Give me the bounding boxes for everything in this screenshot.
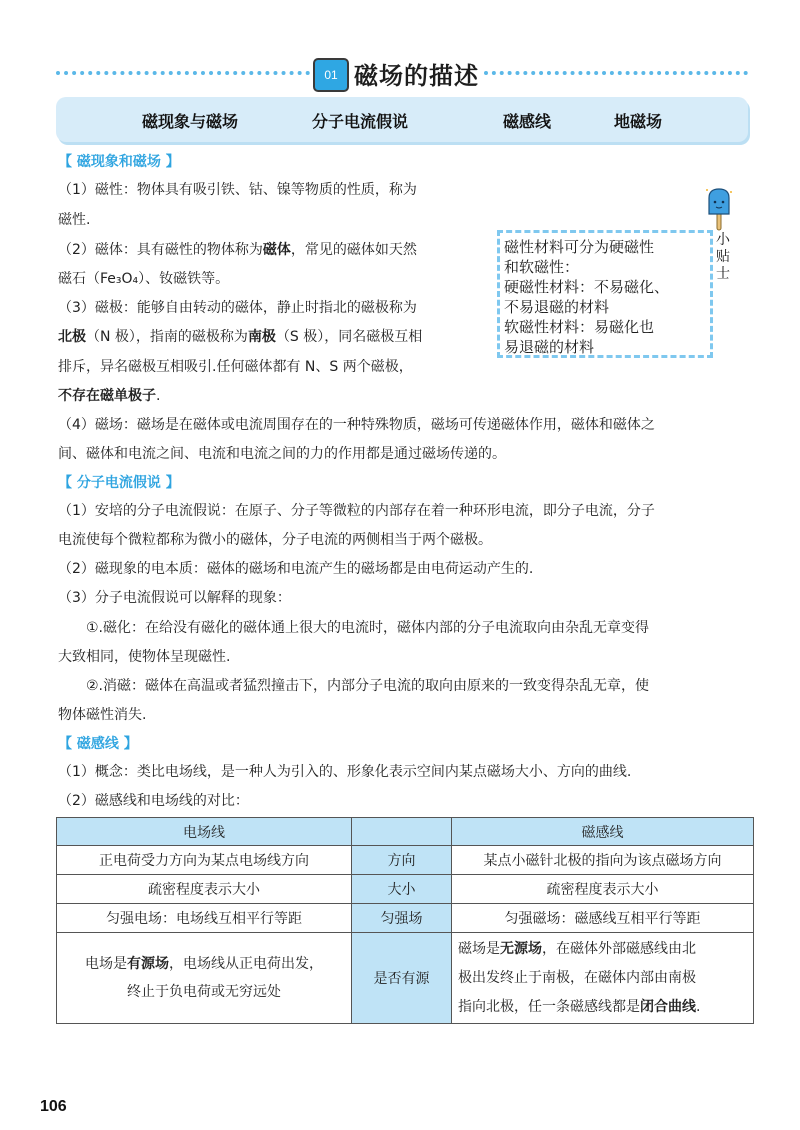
table-cell: 匀强磁场：磁感线互相平行等距 — [452, 904, 754, 933]
table-row — [57, 875, 754, 904]
header-dotted-line-right — [484, 71, 748, 75]
paragraph-line: 电流使每个微粒都称为微小的磁体，分子电流的两侧相当于两个磁极。 — [58, 532, 492, 548]
section-heading-magnetism: 【 磁现象和磁场 】 — [58, 154, 180, 170]
paragraph-line: （1）概念：类比电场线，是一种人为引入的、形象化表示空间内某点磁场大小、方向的曲线. — [58, 764, 632, 780]
paragraph-line: ②.消磁：磁体在高温或者猛烈撞击下，内部分子电流的取向由原来的一致变得杂乱无章，使 — [86, 678, 649, 694]
tip-line: 硬磁性材料：不易磁化、 — [504, 278, 670, 296]
paragraph-line: （3）分子电流假说可以解释的现象： — [58, 590, 291, 606]
section-number-badge: 01 — [313, 58, 349, 92]
table-cell: 某点小磁针北极的指向为该点磁场方向 — [452, 846, 754, 875]
table-cell: 方向 — [352, 846, 452, 875]
topic-magnetism: 磁现象与磁场 — [142, 112, 239, 131]
table-cell: 磁场是无源场，在磁体外部磁感线由北 极出发终止于南极，在磁体内部由南极 指向北极，任一条磁感线都是闭合曲线. — [452, 933, 754, 1024]
table-header-blank — [352, 818, 452, 846]
tip-line: 不易退磁的材料 — [504, 298, 610, 316]
paragraph-line: 磁性. — [58, 212, 91, 228]
table-cell: 电场是有源场，电场线从正电荷出发， 终止于负电荷或无穷远处 — [57, 933, 352, 1024]
tip-line: 和软磁性： — [504, 258, 580, 276]
tip-line: 磁性材料可分为硬磁性 — [504, 238, 655, 256]
topic-molecular-current: 分子电流假说 — [312, 112, 409, 131]
topic-band — [56, 97, 748, 142]
table-row — [57, 933, 754, 1024]
paragraph-line: （3）磁极：能够自由转动的磁体，静止时指北的磁极称为 — [58, 300, 417, 316]
paragraph-line: （1）磁性：物体具有吸引铁、钴、镍等物质的性质，称为 — [58, 182, 417, 198]
table-cell: 大小 — [352, 875, 452, 904]
paragraph-line: ①.磁化：在给没有磁化的磁体通上很大的电流时，磁体内部的分子电流取向由杂乱无章变得 — [86, 620, 649, 636]
topic-geomagnetism: 地磁场 — [614, 112, 663, 131]
page-number: 106 — [40, 1098, 67, 1115]
paragraph-line: 大致相同，使物体呈现磁性. — [58, 649, 231, 665]
paragraph-line: 磁石（Fe₃O₄）、钕磁铁等。 — [58, 271, 230, 287]
table-cell: 匀强电场：电场线互相平行等距 — [57, 904, 352, 933]
paragraph-line: 间、磁体和电流之间、电流和电流之间的力的作用都是通过磁场传递的。 — [58, 446, 506, 462]
paragraph-line: （4）磁场：磁场是在磁体或电流周围存在的一种特殊物质，磁场可传递磁体作用，磁体和磁体之 — [58, 417, 655, 433]
table-header-electric: 电场线 — [57, 818, 352, 846]
tip-line: 易退磁的材料 — [504, 338, 595, 356]
table-cell: 疏密程度表示大小 — [57, 875, 352, 904]
section-heading-molecular-current: 【 分子电流假说 】 — [58, 475, 180, 491]
header-dotted-line-left — [56, 71, 310, 75]
tip-line: 软磁性材料：易磁化也 — [504, 318, 655, 336]
table-cell: 疏密程度表示大小 — [452, 875, 754, 904]
table-row — [57, 846, 754, 875]
topic-field-lines: 磁感线 — [503, 112, 552, 131]
paragraph-line: 不存在磁单极子. — [58, 388, 161, 404]
paragraph-line: 北极（N 极），指南的磁极称为南极（S 极），同名磁极互相 — [58, 329, 423, 345]
paragraph-line: （1）安培的分子电流假说：在原子、分子等微粒的内部存在着一种环形电流，即分子电流，分子 — [58, 503, 655, 519]
paragraph-line: （2）磁感线和电场线的对比： — [58, 793, 249, 809]
popsicle-icon — [704, 186, 734, 232]
table-row — [57, 904, 754, 933]
paragraph-line: 物体磁性消失. — [58, 707, 147, 723]
tip-side-label: 小 贴 士 — [716, 232, 730, 282]
table-cell: 是否有源 — [352, 933, 452, 1024]
table-header-row — [57, 818, 754, 846]
table-cell: 匀强场 — [352, 904, 452, 933]
table-cell: 正电荷受力方向为某点电场线方向 — [57, 846, 352, 875]
paragraph-line: 排斥，异名磁极互相吸引.任何磁体都有 N、S 两个磁极， — [58, 359, 413, 375]
table-header-magnetic: 磁感线 — [452, 818, 754, 846]
section-heading-field-lines: 【 磁感线 】 — [58, 736, 138, 752]
comparison-table — [56, 817, 754, 1024]
paragraph-line: （2）磁现象的电本质：磁体的磁场和电流产生的磁场都是由电荷运动产生的. — [58, 561, 534, 577]
paragraph-line: （2）磁体：具有磁性的物体称为磁体，常见的磁体如天然 — [58, 242, 417, 258]
page-title: 磁场的描述 — [354, 61, 479, 90]
